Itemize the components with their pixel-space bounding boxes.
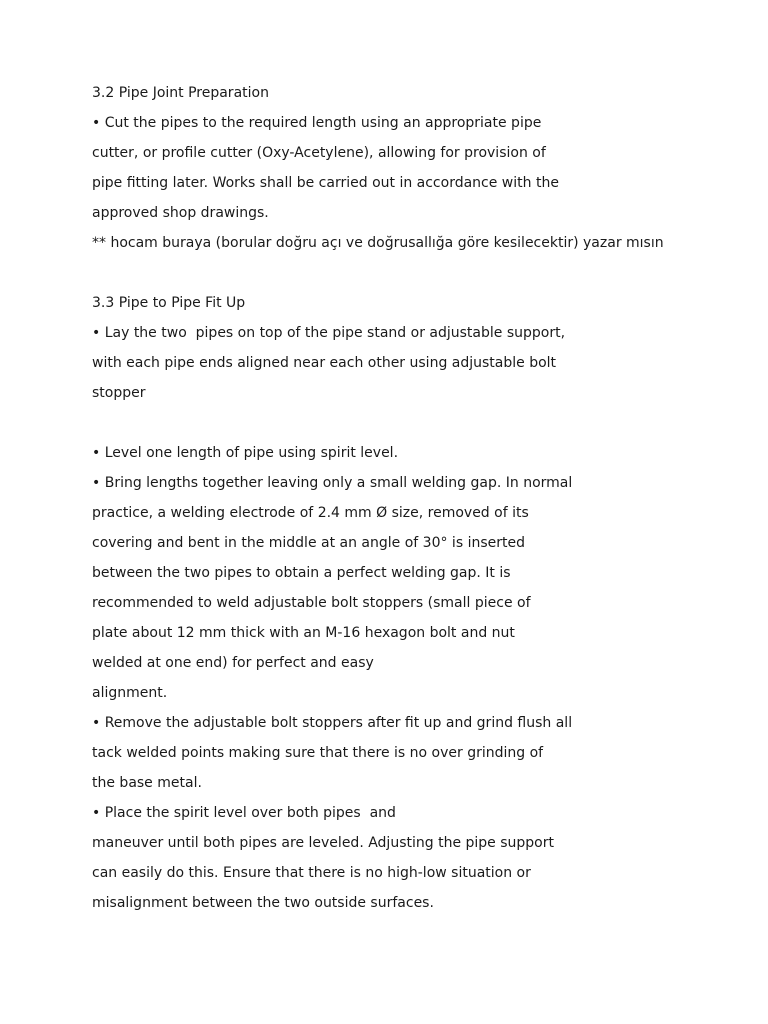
paragraph-line: • Bring lengths together leaving only a small welding gap. In normal <box>92 475 573 491</box>
comment-line: ** hocam buraya (borular doğru açı ve doğrusallığa göre kesilecektir) yazar mısın <box>92 235 664 251</box>
section-heading-3-3: 3.3 Pipe to Pipe Fit Up <box>92 295 246 311</box>
paragraph-line: alignment. <box>92 685 168 701</box>
paragraph-line: stopper <box>92 385 146 401</box>
paragraph-line: pipe fitting later. Works shall be carried out in accordance with the <box>92 175 559 191</box>
paragraph-line: can easily do this. Ensure that there is no high-low situation or <box>92 865 531 881</box>
paragraph-line: • Place the spirit level over both pipes and <box>92 805 396 821</box>
paragraph-line: • Lay the two pipes on top of the pipe stand or adjustable support, <box>92 325 566 341</box>
paragraph-line: misalignment between the two outside surfaces. <box>92 895 434 911</box>
paragraph-line: cutter, or profile cutter (Oxy-Acetylene), allowing for provision of <box>92 145 546 161</box>
paragraph-line: maneuver until both pipes are leveled. Adjusting the pipe support <box>92 835 554 851</box>
paragraph-line: • Remove the adjustable bolt stoppers after fit up and grind flush all <box>92 715 573 731</box>
paragraph-line: approved shop drawings. <box>92 205 269 221</box>
paragraph-line: • Level one length of pipe using spirit level. <box>92 445 399 461</box>
paragraph-line: practice, a welding electrode of 2.4 mm Ø size, removed of its <box>92 505 529 521</box>
paragraph-line: between the two pipes to obtain a perfect welding gap. It is <box>92 565 511 581</box>
paragraph-line: recommended to weld adjustable bolt stoppers (small piece of <box>92 595 531 611</box>
paragraph-line: the base metal. <box>92 775 202 791</box>
section-heading-3-2: 3.2 Pipe Joint Preparation <box>92 85 269 101</box>
paragraph-line: tack welded points making sure that there is no over grinding of <box>92 745 544 761</box>
paragraph-line: • Cut the pipes to the required length using an appropriate pipe <box>92 115 542 131</box>
paragraph-line: welded at one end) for perfect and easy <box>92 655 374 671</box>
paragraph-line: with each pipe ends aligned near each other using adjustable bolt <box>92 355 557 371</box>
paragraph-line: covering and bent in the middle at an angle of 30° is inserted <box>92 535 525 551</box>
paragraph-line: plate about 12 mm thick with an M-16 hexagon bolt and nut <box>92 625 515 641</box>
